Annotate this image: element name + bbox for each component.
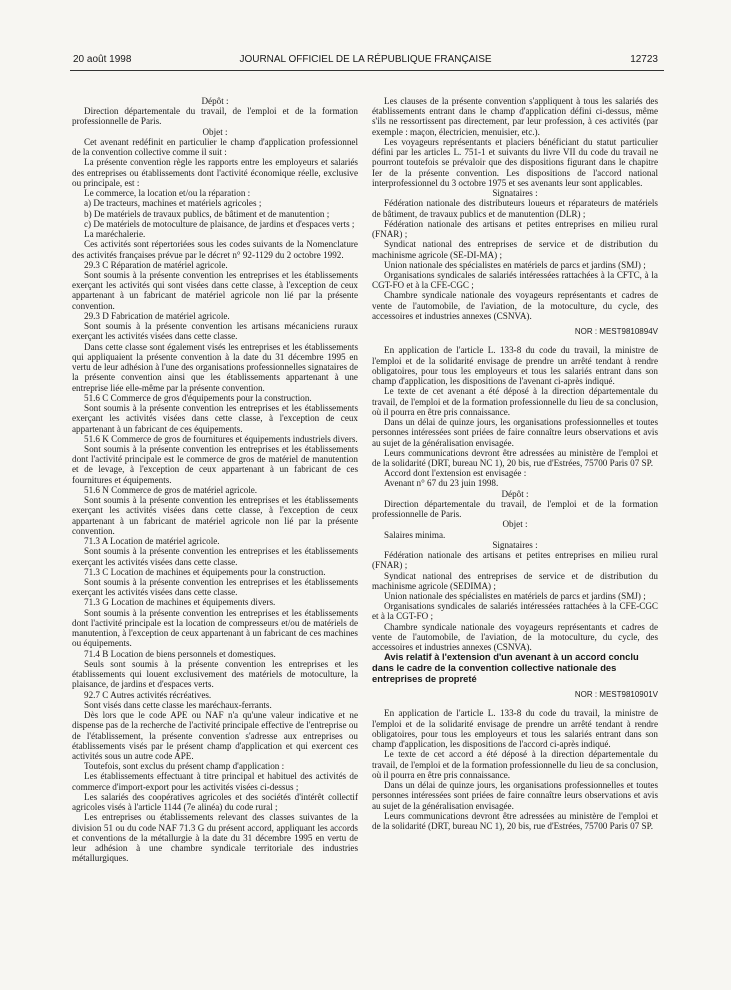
paragraph: Les clauses de la présente convention s'appliquent à tous les salariés des établissements entrant dans le champ d'application défini ci-dessus, même s'ils ne ressortissent pas directement, par leur profession, à ces activités (par exemple : maçon, électricien, menuisier, etc.). bbox=[372, 96, 658, 137]
header-date: 20 août 1998 bbox=[73, 54, 132, 65]
paragraph: Fédération nationale des distributeurs loueurs et réparateurs de matériels de bâtiment, de travaux publics et de manutention (DLR) ; bbox=[372, 198, 658, 219]
paragraph: Ces activités sont répertoriées sous les codes suivants de la Nomenclature des activités françaises prévue par le décret n° 92-1129 du 2 octobre 1992. bbox=[72, 239, 358, 260]
paragraph: Dans un délai de quinze jours, les organisations professionnelles et toutes personnes intéressées sont priées de faire connaître leurs observations et avis au sujet de la généralisation envisagée. bbox=[372, 417, 658, 448]
page-header bbox=[0, 54, 731, 70]
paragraph: Organisations syndicales de salariés intéressées rattachées à la CFE-CGC et à la CGT-FO ; bbox=[372, 601, 658, 622]
paragraph: Toutefois, sont exclus du présent champ d'application : bbox=[84, 761, 285, 772]
paragraph: 71.3 C Location de machines et équipements pour la construction. bbox=[84, 566, 326, 577]
paragraph: Les établissements effectuant à titre principal et habituel des activités de commerce d'import-export pour les activités visées ci-dessus ; bbox=[72, 771, 358, 792]
paragraph: La maréchalerie. bbox=[84, 229, 146, 240]
paragraph: 71.3 G Location de machines et équipements divers. bbox=[84, 597, 276, 608]
paragraph: 51.6 N Commerce de gros de matériel agricole. bbox=[84, 484, 258, 495]
paragraph: Dès lors que le code APE ou NAF n'a qu'une valeur indicative et ne dispense pas de la recherche de l'activité principale effective de l'entreprise ou de l'établissement, la présente convention s'adresse aux entreprises ou établissements visés par le présent champ d'application et qui exercent ces activités sous un autre code APE. bbox=[72, 710, 358, 761]
paragraph: Salaires minima. bbox=[384, 529, 446, 540]
paragraph: La présente convention règle les rapports entre les employeurs et salariés des entreprises ou établissements dont l'activité économique réelle, exclusive ou principale, est : bbox=[72, 157, 358, 188]
right-column bbox=[372, 96, 658, 831]
paragraph: 92.7 C Autres activités récréatives. bbox=[84, 689, 212, 700]
section-label: Objet : bbox=[202, 126, 228, 137]
paragraph: Les salariés des coopératives agricoles et des sociétés d'intérêt collectif agricoles visés à l'article 1144 (7e alinéa) du code rural ; bbox=[72, 791, 358, 813]
nor-reference: NOR : MEST9810894V bbox=[574, 327, 658, 337]
paragraph: Sont visés dans cette classe les maréchaux-ferrants. bbox=[84, 699, 272, 710]
paragraph: Accord dont l'extension est envisagée : bbox=[384, 468, 527, 479]
paragraph: Sont soumis à la présente convention les entreprises et les établissements exerçant les activités visées dans cette classe. bbox=[72, 577, 358, 598]
paragraph: b) De matériels de travaux publics, de bâtiment et de manutention ; bbox=[84, 208, 330, 219]
paragraph: a) De tracteurs, machines et matériels agricoles ; bbox=[84, 198, 262, 209]
header-title: JOURNAL OFFICIEL DE LA RÉPUBLIQUE FRANÇAISE bbox=[239, 54, 492, 65]
page-number: 12723 bbox=[630, 54, 658, 65]
paragraph: Leurs communications devront être adressées au ministère de l'emploi et de la solidarité (DRT, bureau NC 1), 20 bis, rue d'Estrées, 75700 Paris 07 SP. bbox=[372, 810, 658, 832]
paragraph: Chambre syndicale nationale des voyageurs représentants et cadres de vente de l'automobile, de l'aviation, de la motoculture, du cycle, des accessoires et industries annexes (CSNVA). bbox=[372, 621, 658, 653]
paragraph: Dans cette classe sont également visés les entreprises et les établissements qui appliquaient la présente convention à la date du 31 décembre 1995 en vertu de leur adhésion à l'une des organisations professionnelles signataires de la présente convention ainsi que les établissements appartenant à une entreprise liée elle-même par la présente convention. bbox=[72, 341, 358, 393]
section-label: Signataires : bbox=[492, 188, 538, 199]
paragraph: En application de l'article L. 133-8 du code du travail, la ministre de l'emploi et de la solidarité envisage de prendre un arrêté tendant à rendre obligatoires, pour tous les employeurs et tous les salariés entrant dans son champ d'application, les dispositions de l'avenant ci-après indiqué. bbox=[372, 345, 658, 387]
paragraph: Chambre syndicale nationale des voyageurs représentants et cadres de vente de l'automobile, de l'aviation, de la motoculture, du cycle, des accessoires et industries annexes (CSNVA). bbox=[372, 290, 658, 321]
paragraph: Cet avenant redéfinit en particulier le champ d'application professionnel de la convention collective comme il suit : bbox=[72, 136, 358, 158]
paragraph: Direction départementale du travail, de l'emploi et de la formation professionnelle de Paris. bbox=[372, 498, 658, 520]
paragraph: 29.3 D Fabrication de matériel agricole. bbox=[84, 310, 230, 321]
paragraph: Direction départementale du travail, de l'emploi et de la formation professionnelle de Paris. bbox=[72, 106, 358, 127]
paragraph: Les voyageurs représentants et placiers bénéficiant du statut particulier défini par les articles L. 751-1 et suivants du livre VII du code du travail ne pourront toutefois se prévaloir que des dispositions figurant dans le chapitre Ier de la présente convention. Les dispositions de l'accord national interprofessionnel du 3 octobre 1975 et ses avenants leur sont applicables. bbox=[372, 136, 658, 188]
paragraph: c) De matériels de motoculture de plaisance, de jardins et d'espaces verts ; bbox=[84, 218, 355, 229]
section-label: Dépôt : bbox=[201, 96, 229, 106]
paragraph: Sont soumis à la présente convention les artisans mécaniciens ruraux exerçant les activités visées dans cette classe. bbox=[72, 321, 358, 342]
paragraph: Le commerce, la location et/ou la réparation : bbox=[84, 188, 251, 199]
paragraph: Dans un délai de quinze jours, les organisations professionnelles et toutes personnes intéressées sont priées de faire connaître leurs observations et avis au sujet de la généralisation envisagée. bbox=[372, 780, 658, 811]
paragraph: Fédération nationale des artisans et petites entreprises en milieu rural (FNAR) ; bbox=[372, 218, 658, 240]
paragraph: Syndicat national des entreprises de service et de distribution du machinisme agricole (SEDIMA) ; bbox=[372, 570, 658, 591]
paragraph: Sont soumis à la présente convention les entreprises et les établissements exerçant les activités visées dans cette classe. bbox=[72, 546, 358, 567]
paragraph: Sont soumis à la présente convention les entreprises et les établissements exerçant les activités visées dans cette classe, à l'exception de ceux appartenant à un fabricant de matériel agricole non lié par la présente convention. bbox=[72, 495, 358, 536]
paragraph: Le texte de cet avenant a été déposé à la direction départementale du travail, de l'emploi et de la formation professionnelle du lieu de sa conclusion, où il pourra en être pris connaissance. bbox=[372, 386, 658, 417]
paragraph: Les entreprises ou établissements relevant des classes suivantes de la division 51 ou du code NAF 71.3 G du présent accord, appliquant les accords et conventions de la métallurgie à la date du 31 décembre 1995 en vertu de leur adhésion à une chambre syndicale territoriale des industries métallurgiques. bbox=[72, 812, 358, 864]
paragraph: Sont soumis à la présente convention les entreprises et les établissements dont l'activité principale est la location de compresseurs et/ou de matériels de manutention, à l'exception de ceux appartenant à un fabricant de ces machines ou équipements. bbox=[72, 607, 358, 649]
paragraph: Syndicat national des entreprises de service et de distribution du machinisme agricole (SE-DI-MA) ; bbox=[372, 239, 658, 260]
paragraph: 29.3 C Réparation de matériel agricole. bbox=[84, 259, 228, 270]
paragraph: 71.4 B Location de biens personnels et domestiques. bbox=[84, 648, 276, 659]
paragraph: En application de l'article L. 133-8 du code du travail, la ministre de l'emploi et de la solidarité envisage de prendre un arrêté tendant à rendre obligatoires, pour tous les employeurs et tous les salariés entrant dans son champ d'application, les dispositions de l'accord ci-après indiqué. bbox=[372, 708, 658, 750]
paragraph: Leurs communications devront être adressées au ministère de l'emploi et de la solidarité (DRT, bureau NC 1), 20 bis, rue d'Estrées, 75700 Paris 07 SP. bbox=[372, 447, 658, 468]
paragraph: Sont soumis à la présente convention les entreprises et les établissements exerçant les activités qui sont visées dans cette classe, à l'exception de ceux appartenant à un fabricant de matériel agricole non lié par la présente convention. bbox=[72, 269, 358, 311]
section-label: Objet : bbox=[502, 519, 528, 530]
nor-reference: NOR : MEST9810901V bbox=[574, 690, 658, 700]
paragraph: 71.3 A Location de matériel agricole. bbox=[84, 536, 220, 547]
header-rule bbox=[70, 70, 664, 71]
notice-title: Avis relatif à l'extension d'un avenant à un accord conclu dans le cadre de la convention collective nationale des entreprises de propreté bbox=[372, 651, 639, 684]
paragraph: Seuls sont soumis à la présente convention les entreprises et les établissements qui louent exclusivement des matériels de motoculture, la plaisance, de jardins et d'espaces verts. bbox=[72, 658, 358, 690]
paragraph: Union nationale des spécialistes en matériels de parcs et jardins (SMJ) ; bbox=[384, 591, 646, 602]
paragraph: Sont soumis à la présente convention les entreprises et les établissements dont l'activité principale est le commerce de gros de matériel de manutention et de levage, à l'exception de ceux appartenant à un fabricant de ces fournitures et équipements. bbox=[72, 443, 358, 485]
paragraph: 51.6 K Commerce de gros de fournitures et équipements industriels divers. bbox=[84, 433, 358, 444]
paragraph: Organisations syndicales de salariés intéressées rattachées à la CFTC, à la CGT-FO et à la CFE-CGC ; bbox=[372, 269, 658, 291]
section-label: Dépôt : bbox=[501, 488, 529, 499]
paragraph: Avenant n° 67 du 23 juin 1998. bbox=[384, 478, 499, 489]
paragraph: Union nationale des spécialistes en matériels de parcs et jardins (SMJ) ; bbox=[384, 259, 646, 270]
section-label: Signataires : bbox=[492, 539, 538, 550]
paragraph: Sont soumis à la présente convention les entreprises et les établissements exerçant les activités visées dans cette classe, à l'exception de ceux appartenant à un fabricant de ces équipements. bbox=[72, 403, 358, 434]
paragraph: Le texte de cet accord a été déposé à la direction départementale du travail, de l'emploi et de la formation professionnelle du lieu de sa conclusion, où il pourra en être pris connaissance. bbox=[372, 749, 658, 780]
paragraph: 51.6 C Commerce de gros d'équipements pour la construction. bbox=[84, 392, 312, 403]
paragraph: Fédération nationale des artisans et petites entreprises en milieu rural (FNAR) ; bbox=[372, 550, 658, 571]
left-column bbox=[72, 96, 358, 864]
